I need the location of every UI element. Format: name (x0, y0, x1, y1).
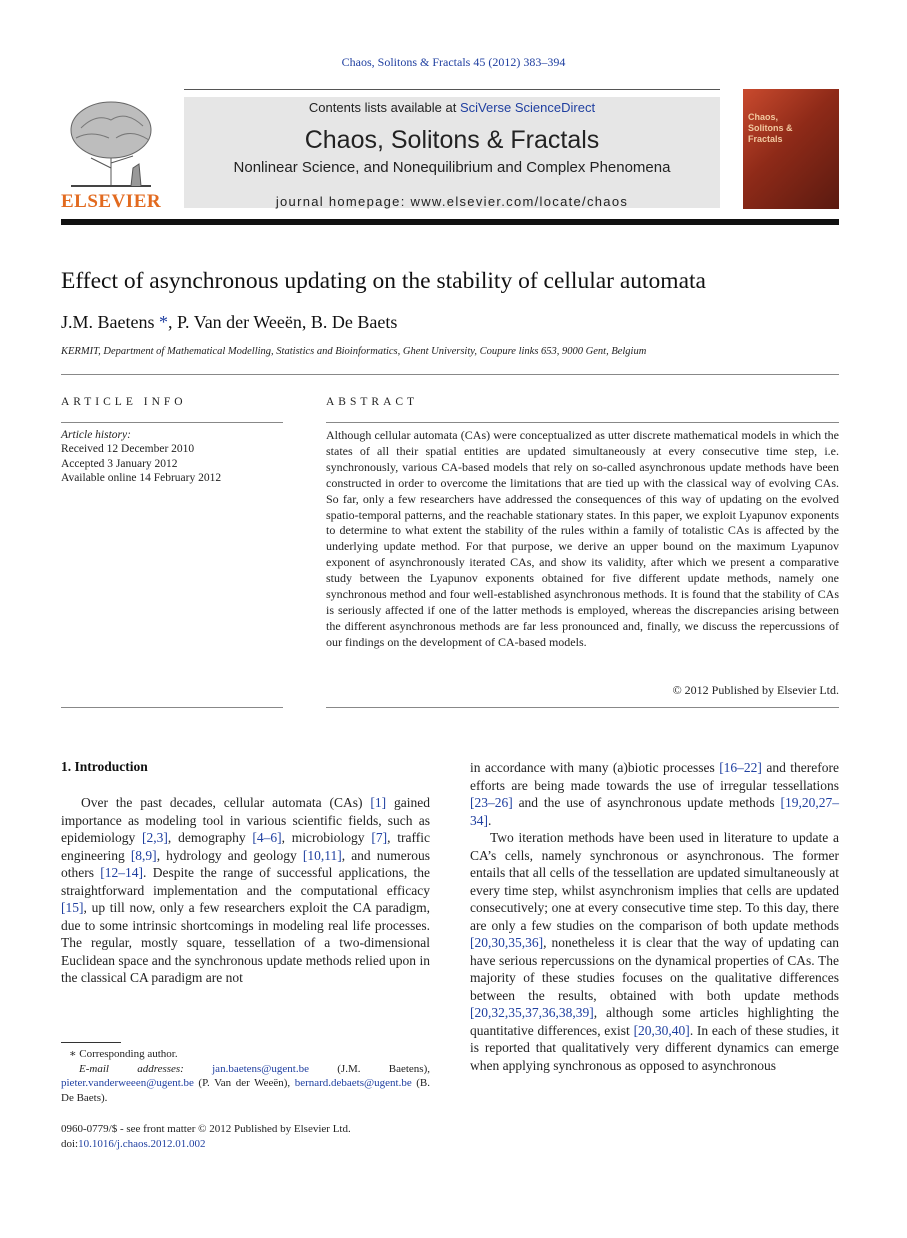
reference-link[interactable]: [12–14] (100, 865, 144, 880)
other-authors: , P. Van der Weeën, B. De Baets (168, 312, 398, 332)
body-text: . In each of these studies, it is reported that qualitatively very different dynamics can emerge when applying synchronous as opposed to asynchronous (470, 1022, 839, 1073)
abstract-bottom-rule (326, 707, 839, 708)
reference-link[interactable]: [8,9] (130, 847, 157, 863)
reference-link[interactable]: [10,11] (302, 847, 342, 863)
abstract-heading: ABSTRACT (326, 396, 419, 408)
reference-link[interactable]: [4–6] (252, 830, 282, 845)
email-owner-3: (B. De Baets). (61, 1077, 430, 1105)
email-footnote (61, 1062, 430, 1106)
doi-line (61, 1137, 351, 1152)
email-link-2[interactable]: pieter.vanderweeen@ugent.be (61, 1077, 194, 1090)
header-rule (184, 89, 720, 90)
body-text: , demography (167, 830, 253, 845)
footnote (61, 1047, 430, 1106)
article-authors (61, 312, 397, 333)
body-text: gained importance as modeling tool in various scientific fields, such as epidemiology (61, 795, 430, 845)
abstract-rule (326, 422, 839, 423)
reference-link[interactable]: [2,3] (142, 830, 168, 845)
homepage-url[interactable]: www.elsevier.com/locate/chaos (410, 194, 629, 209)
body-text: and the use of asynchronous update methods (512, 795, 781, 810)
body-text: , although some articles highlighting the quantitative differences, exist (470, 1005, 839, 1038)
body-text: , and numerous others (61, 847, 430, 880)
reference-link[interactable]: [19,20,27–34] (470, 795, 839, 828)
cover-title: Chaos, Solitons & Fractals (748, 112, 793, 144)
body-text: . Despite the range of successful applications, the straightforward implementation and the computational efficacy (61, 865, 430, 898)
article-info-rule (61, 422, 283, 423)
journal-name: Chaos, Solitons & Fractals (304, 126, 600, 154)
intro-paragraph-1 (61, 794, 430, 987)
intro-paragraph-2 (470, 829, 839, 1074)
corresponding-text: Corresponding author. (79, 1048, 178, 1060)
journal-citation[interactable]: Chaos, Solitons & Fractals 45 (2012) 383–394 (341, 55, 566, 69)
journal-cover[interactable] (743, 89, 839, 209)
footnote-rule (61, 1042, 121, 1043)
online-date: Available online 14 February 2012 (61, 472, 222, 485)
email-link-3[interactable]: bernard.debaets@ugent.be (294, 1077, 412, 1090)
email-link-1[interactable]: jan.baetens@ugent.be (212, 1062, 309, 1075)
author-affiliation: KERMIT, Department of Mathematical Modelling, Statistics and Bioinformatics, Ghent University, Coupure links 653, 9000 Gent, Belgium (61, 346, 647, 357)
front-matter (61, 1122, 351, 1151)
body-text: , microbiology (281, 830, 372, 845)
intro-paragraph-1-cont (470, 759, 839, 829)
article-info-heading: ARTICLE INFO (61, 396, 187, 408)
body-text: and therefore efforts are being made towards the use of irregular tessellations (470, 760, 839, 793)
contents-prefix: Contents lists available at (308, 100, 460, 115)
body-text: , nonetheless it is clear that the way of updating can have serious repercussions on the dynamical properties of CAs. The majority of these studies focuses on the qualitative differences between the results, obtained with both update methods (470, 935, 839, 1003)
body-text: , traffic engineering (61, 830, 430, 863)
reference-link[interactable]: [1] (370, 795, 387, 810)
accepted-date: Accepted 3 January 2012 (61, 457, 178, 470)
body-text: , up till now, only a few researchers exploit the CA paradigm, due to some intrinsic shortcomings in modeling real life processes. The regular, mostly square, tessellation of a two-dimensional Euclidean space and the synchronous update methods relied upon in the classical CA paradigm are not (61, 900, 430, 985)
email-owner-1: (J.M. Baetens), (309, 1062, 430, 1075)
article-info-bottom-rule (61, 707, 283, 708)
reference-link[interactable]: [20,30,35,36] (470, 935, 544, 950)
homepage-prefix: journal homepage: (275, 194, 411, 209)
reference-link[interactable]: [15] (61, 900, 84, 915)
body-text: in accordance with many (a)biotic processes (470, 760, 720, 775)
title-rule (61, 374, 839, 375)
first-author: J.M. Baetens (61, 312, 155, 332)
email-label: E-mail addresses: (79, 1062, 213, 1075)
history-label: Article history: (61, 429, 131, 441)
corresponding-footnote: ∗ Corresponding author. (69, 1048, 178, 1060)
reference-link[interactable]: [16–22] (719, 760, 762, 775)
contents-line (184, 100, 720, 115)
elsevier-wordmark: ELSEVIER (61, 191, 162, 212)
abstract-text: Although cellular automata (CAs) were conceptualized as utter discrete mathematical models in which the states of all their spatial entities are updated simultaneously at every consecutive time step, i.e. synchronously, various CA-based models that rely on so-called asynchronous update methods have been constructed in order to overcome the limitations that are tied up with the classical way of evolving CAs. So far, only a few researchers have addressed the consequences of this way of updating on the evolved spatio-temporal patterns, and the reachable stationary states. In this paper, we exploit Lyapunov exponents to determine to what extent the stability of the rules within a family of totalistic CAs is affected by the underlying update method. For that purpose, we derive an upper bound on the maximum Lyapunov exponent of asynchronously iterated CAs, and show its validity, after which we present a comparative study between the Lyapunov exponents obtained for five different update methods, namely one synchronous method and four well-established asynchronous methods. It is found that the stability of CAs is seriously affected if one of the latter methods is employed, whereas the discrepancies arising between the different asynchronous methods are far less pronounced and, finally, we discuss the repercussions of our findings on the development of CA-based models. (326, 428, 839, 649)
reference-link[interactable]: [7] (371, 830, 388, 845)
intro-right-column (470, 759, 839, 1074)
body-text: Over the past decades, cellular automata (CAs) (81, 795, 371, 810)
header-thick-rule (61, 219, 839, 225)
body-text: Two iteration methods have been used in literature to update a CA’s cells, namely synchronous or asynchronous. The former entails that all cells of the tessellation are updated simultaneously at every time step, whilst asynchronism implies that cells are updated consecutively; one at every consecutive time step. To this day, there are only a few studies on the comparison of both update methods (470, 830, 839, 933)
doi-label: doi: (61, 1137, 79, 1150)
journal-subtitle: Nonlinear Science, and Nonequilibrium and Complex Phenomena (233, 159, 671, 176)
article-history (61, 428, 291, 486)
journal-homepage (184, 194, 720, 209)
doi-link[interactable]: 10.1016/j.chaos.2012.01.002 (78, 1137, 206, 1150)
intro-left-column (61, 794, 430, 987)
body-text: . (488, 812, 492, 828)
body-text: , hydrology and geology (156, 847, 303, 863)
reference-link[interactable]: [20,30,40] (633, 1022, 690, 1038)
received-date: Received 12 December 2010 (61, 443, 195, 456)
email-owner-2: (P. Van der Weeën), (193, 1077, 295, 1090)
issn-line: 0960-0779/$ - see front matter © 2012 Published by Elsevier Ltd. (61, 1123, 351, 1135)
reference-link[interactable]: [23–26] (470, 795, 513, 810)
article-title: Effect of asynchronous updating on the stability of cellular automata (61, 268, 706, 294)
abstract-copyright: © 2012 Published by Elsevier Ltd. (672, 683, 839, 697)
sciencedirect-link[interactable]: SciVerse ScienceDirect (459, 100, 596, 115)
reference-link[interactable]: [20,32,35,37,36,38,39] (470, 1005, 594, 1020)
section-heading-introduction: 1. Introduction (61, 759, 148, 774)
corresponding-author-mark[interactable]: * (159, 312, 168, 332)
